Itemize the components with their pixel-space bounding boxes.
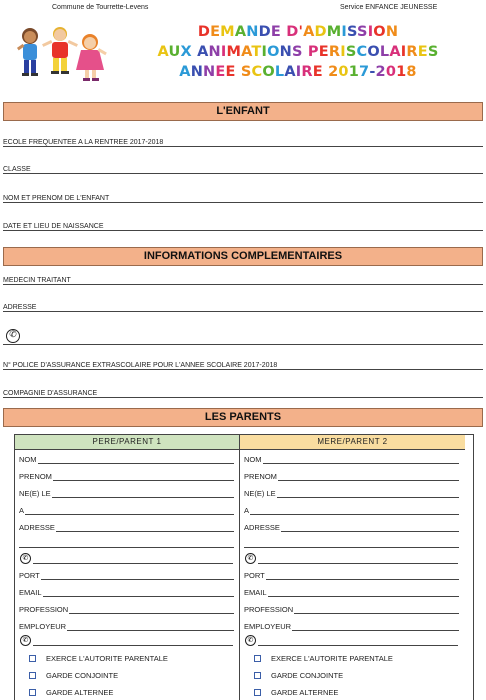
- parent-2-nom-field[interactable]: [244, 455, 459, 465]
- police-field[interactable]: [3, 361, 483, 371]
- title-line-2: AUX ANIMATIONS PERISCOLAIRES: [157, 44, 439, 60]
- phone-icon: ✆: [6, 329, 20, 343]
- parent-2-ne-field[interactable]: [244, 489, 459, 499]
- children-logo: [12, 22, 112, 86]
- autorite-label: EXERCE L'AUTORITE PARENTALE: [46, 654, 168, 663]
- parent-2-prenom-field[interactable]: [244, 472, 459, 482]
- phone-icon: ✆: [20, 553, 31, 564]
- commune-name: Commune de Tourrette-Levens: [52, 4, 149, 11]
- checkbox-icon: [29, 672, 36, 679]
- parent-2-profession-field[interactable]: [244, 605, 459, 615]
- checkbox-icon: [254, 672, 261, 679]
- adresse-label: ADRESSE: [19, 523, 55, 532]
- email-label: EMAIL: [244, 588, 267, 597]
- phone-icon: ✆: [20, 635, 31, 646]
- parent-1-phone-line-2[interactable]: [33, 645, 233, 646]
- parent-1-employeur-field[interactable]: [19, 622, 234, 632]
- police-label: N° POLICE D'ASSURANCE EXTRASCOLAIRE POUR L'ANNEE SCOLAIRE 2017-2018: [3, 362, 278, 369]
- adresse-field[interactable]: [3, 303, 483, 313]
- naissance-label: DATE ET LIEU DE NAISSANCE: [3, 223, 104, 230]
- parent-1-prenom-field[interactable]: [19, 472, 234, 482]
- checkbox-icon: [29, 655, 36, 662]
- medecin-field[interactable]: [3, 276, 483, 286]
- parent-1-ne-field[interactable]: [19, 489, 234, 499]
- parent-2-a-field[interactable]: [244, 506, 459, 516]
- parent-1-conjointe-checkbox[interactable]: [29, 671, 118, 681]
- phone-icon: ✆: [245, 553, 256, 564]
- parent-2-adresse-line-2[interactable]: [244, 547, 459, 548]
- section-infos-header: INFORMATIONS COMPLEMENTAIRES: [3, 247, 483, 266]
- compagnie-field[interactable]: [3, 389, 483, 399]
- service-name: Service ENFANCE JEUNESSE: [340, 4, 438, 11]
- parent-1-port-field[interactable]: [19, 571, 234, 581]
- parent-2-phone-line[interactable]: [258, 563, 458, 564]
- parent-1-autorite-checkbox[interactable]: [29, 654, 168, 664]
- conjointe-label: GARDE CONJOINTE: [271, 671, 344, 680]
- ne-label: NE(E) LE: [244, 489, 276, 498]
- phone-field[interactable]: [3, 328, 483, 346]
- nom-label: NOM: [244, 455, 262, 464]
- parent-2-autorite-checkbox[interactable]: [254, 654, 393, 664]
- parent-1-alternee-checkbox[interactable]: [29, 688, 113, 698]
- checkbox-icon: [29, 689, 36, 696]
- profession-label: PROFESSION: [19, 605, 69, 614]
- employeur-label: EMPLOYEUR: [244, 622, 292, 631]
- classe-field[interactable]: [3, 165, 483, 175]
- title-line-1: DEMANDE D'ADMISSION: [197, 24, 399, 40]
- prenom-label: PRENOM: [19, 472, 52, 481]
- parent-1-adresse-line-2[interactable]: [19, 547, 234, 548]
- port-label: PORT: [19, 571, 40, 580]
- profession-label: PROFESSION: [244, 605, 294, 614]
- parent-2-phone-line-2[interactable]: [258, 645, 458, 646]
- parent-1-header: PERE/PARENT 1: [15, 435, 239, 450]
- alternee-label: GARDE ALTERNEE: [46, 688, 114, 697]
- alternee-label: GARDE ALTERNEE: [271, 688, 339, 697]
- a-label: A: [19, 506, 25, 515]
- nom-label: NOM: [19, 455, 37, 464]
- naissance-field[interactable]: [3, 222, 483, 232]
- prenom-label: PRENOM: [244, 472, 277, 481]
- parent-2-employeur-field[interactable]: [244, 622, 459, 632]
- medecin-label: MEDECIN TRAITANT: [3, 277, 71, 284]
- checkbox-icon: [254, 689, 261, 696]
- page-title: [110, 22, 486, 82]
- parents-table: [14, 434, 474, 700]
- employeur-label: EMPLOYEUR: [19, 622, 67, 631]
- parent-1-email-field[interactable]: [19, 588, 234, 598]
- autorite-label: EXERCE L'AUTORITE PARENTALE: [271, 654, 393, 663]
- conjointe-label: GARDE CONJOINTE: [46, 671, 119, 680]
- compagnie-label: COMPAGNIE D'ASSURANCE: [3, 390, 98, 397]
- parent-2-alternee-checkbox[interactable]: [254, 688, 338, 698]
- title-line-3: ANNEE SCOLAIRE 2017-2018: [179, 64, 417, 80]
- nom-enfant-label: NOM ET PRENOM DE L'ENFANT: [3, 195, 110, 202]
- section-parents-header: LES PARENTS: [3, 408, 483, 427]
- email-label: EMAIL: [19, 588, 42, 597]
- parent-1-column: [15, 435, 240, 700]
- parent-1-a-field[interactable]: [19, 506, 234, 516]
- adresse-label: ADRESSE: [3, 304, 37, 311]
- parent-1-phone-line[interactable]: [33, 563, 233, 564]
- adresse-label: ADRESSE: [244, 523, 280, 532]
- nom-enfant-field[interactable]: [3, 194, 483, 204]
- classe-label: CLASSE: [3, 166, 31, 173]
- port-label: PORT: [244, 571, 265, 580]
- parent-2-header: MERE/PARENT 2: [240, 435, 465, 450]
- ne-label: NE(E) LE: [19, 489, 51, 498]
- parent-2-column: [240, 435, 465, 700]
- parent-2-adresse-field[interactable]: [244, 523, 459, 533]
- parent-1-adresse-field[interactable]: [19, 523, 234, 533]
- parent-2-port-field[interactable]: [244, 571, 459, 581]
- phone-icon: ✆: [245, 635, 256, 646]
- section-enfant-header: L'ENFANT: [3, 102, 483, 121]
- parent-1-profession-field[interactable]: [19, 605, 234, 615]
- parent-2-email-field[interactable]: [244, 588, 459, 598]
- ecole-label: ECOLE FREQUENTEE A LA RENTREE 2017-2018: [3, 139, 164, 146]
- checkbox-icon: [254, 655, 261, 662]
- parent-2-conjointe-checkbox[interactable]: [254, 671, 343, 681]
- parent-1-nom-field[interactable]: [19, 455, 234, 465]
- a-label: A: [244, 506, 250, 515]
- ecole-field[interactable]: [3, 138, 483, 148]
